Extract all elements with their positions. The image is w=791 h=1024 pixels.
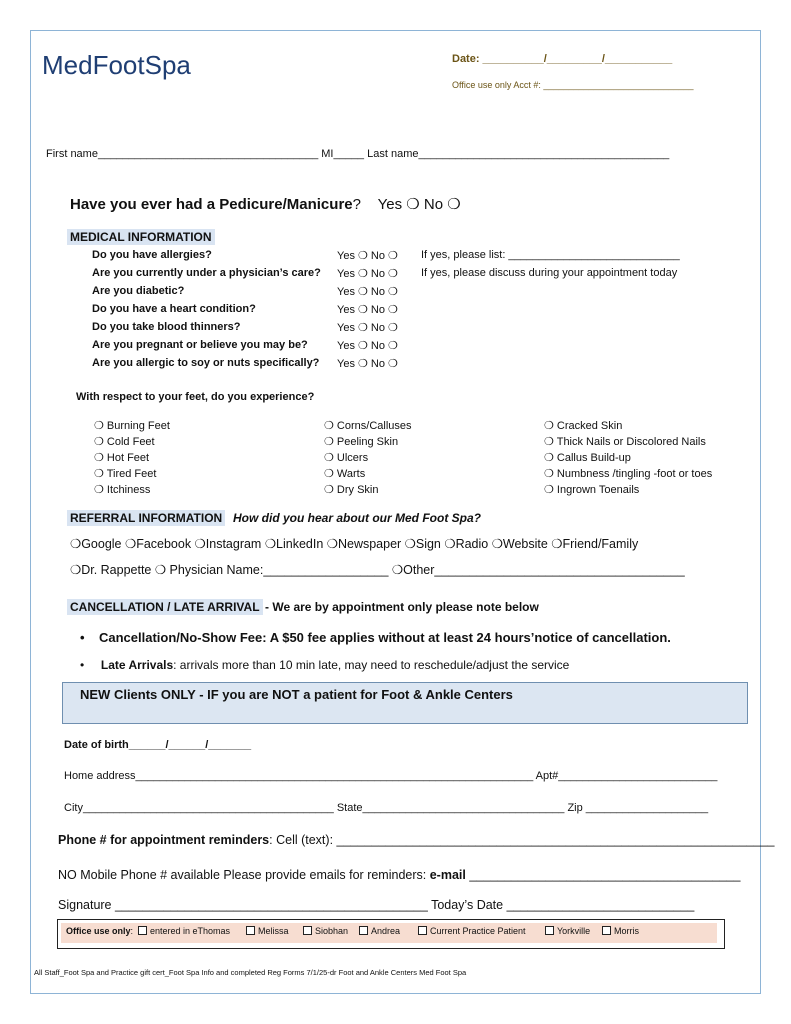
cancellation-fee-bullet: • Cancellation/No-Show Fee: A $50 fee applies without at least 24 hours’notice of cancellation.	[80, 630, 671, 645]
checkbox-icon[interactable]	[545, 926, 554, 935]
pedicure-options[interactable]: Yes ❍ No ❍	[377, 196, 461, 213]
medical-yes-no[interactable]: Yes ❍ No ❍	[337, 250, 398, 262]
medical-yes-no[interactable]: Yes ❍ No ❍	[337, 340, 398, 352]
medical-yes-no[interactable]: Yes ❍ No ❍	[337, 286, 398, 298]
office-acct-field[interactable]: Office use only Acct #: ______________________________	[452, 80, 694, 90]
medical-question: Are you currently under a physician’s care?	[92, 267, 321, 279]
referral-question: How did you hear about our Med Foot Spa?	[233, 511, 481, 525]
cancellation-fee-text: Cancellation/No-Show Fee: A $50 fee applies without at least 24 hours’notice of cancellation.	[99, 630, 671, 645]
checkbox-icon[interactable]	[246, 926, 255, 935]
feet-question: With respect to your feet, do you experience?	[76, 391, 315, 403]
cancellation-subtitle: - We are by appointment only please note below	[265, 600, 539, 614]
pedicure-question-text: Have you ever had a Pedicure/Manicure	[70, 196, 353, 213]
medical-question: Are you diabetic?	[92, 285, 185, 297]
phone-line[interactable]: : Cell (text): _______________________________________________________________	[269, 833, 775, 847]
office-use-colon: :	[130, 926, 134, 936]
medical-question: Are you allergic to soy or nuts specifically?	[92, 357, 320, 369]
feet-option[interactable]: ❍ Corns/Calluses	[324, 420, 412, 432]
city-state-zip-field[interactable]: City_________________________________________ State_________________________________ Zip ____________________	[64, 802, 709, 814]
office-check-label: Andrea	[371, 926, 401, 936]
phone-field[interactable]	[58, 833, 774, 847]
feet-option[interactable]: ❍ Callus Build-up	[544, 452, 631, 464]
feet-option[interactable]: ❍ Hot Feet	[94, 452, 150, 464]
office-check-label: Siobhan	[315, 926, 349, 936]
medical-question: Do you take blood thinners?	[92, 321, 241, 333]
signature-date-field[interactable]: Signature _____________________________________________ Today’s Date ___________________________	[58, 898, 695, 912]
medical-question: Do you have a heart condition?	[92, 303, 256, 315]
cancellation-header: CANCELLATION / LATE ARRIVAL	[67, 599, 263, 615]
feet-option[interactable]: ❍ Ingrown Toenails	[544, 484, 640, 496]
email-note: NO Mobile Phone # available Please provide emails for reminders:	[58, 868, 430, 882]
office-check-andrea[interactable]	[359, 926, 400, 936]
office-check-label: Melissa	[258, 926, 289, 936]
late-arrival-text: : arrivals more than 10 min late, may need to reschedule/adjust the service	[173, 658, 570, 672]
medical-note: If yes, please discuss during your appointment today	[421, 267, 678, 279]
feet-option[interactable]: ❍ Cold Feet	[94, 436, 155, 448]
feet-option[interactable]: ❍ Peeling Skin	[324, 436, 399, 448]
office-check-label: entered in eThomas	[150, 926, 231, 936]
feet-option[interactable]: ❍ Dry Skin	[324, 484, 379, 496]
email-line[interactable]: _______________________________________	[465, 868, 741, 882]
office-check-ethomas[interactable]	[138, 926, 230, 936]
feet-option[interactable]: ❍ Cracked Skin	[544, 420, 623, 432]
email-label: e-mail	[429, 868, 466, 882]
feet-option[interactable]: ❍ Tired Feet	[94, 468, 157, 480]
office-use-label-text: Office use only	[66, 926, 131, 936]
feet-option[interactable]: ❍ Warts	[324, 468, 366, 480]
office-check-label: Morris	[614, 926, 639, 936]
medical-yes-no[interactable]: Yes ❍ No ❍	[337, 358, 398, 370]
medical-question: Are you pregnant or believe you may be?	[92, 339, 308, 351]
name-fields[interactable]: First name____________________________________ MI_____ Last name_________________________________________	[46, 148, 670, 160]
checkbox-icon[interactable]	[138, 926, 147, 935]
feet-option[interactable]: ❍ Thick Nails or Discolored Nails	[544, 436, 706, 448]
feet-option[interactable]: ❍ Burning Feet	[94, 420, 170, 432]
medical-yes-no[interactable]: Yes ❍ No ❍	[337, 322, 398, 334]
phone-label: Phone # for appointment reminders	[58, 833, 270, 847]
medical-yes-no[interactable]: Yes ❍ No ❍	[337, 304, 398, 316]
checkbox-icon[interactable]	[359, 926, 368, 935]
referral-options-2[interactable]: ❍Dr. Rappette ❍ Physician Name:__________________ ❍Other____________________________________	[70, 563, 685, 577]
office-check-label: Yorkville	[557, 926, 591, 936]
office-check-siobhan[interactable]	[303, 926, 348, 936]
medical-header: MEDICAL INFORMATION	[67, 229, 215, 245]
feet-option[interactable]: ❍ Itchiness	[94, 484, 151, 496]
date-field[interactable]: Date: __________/_________/___________	[452, 53, 673, 65]
office-use-label	[66, 926, 133, 936]
referral-header: REFERRAL INFORMATION	[67, 510, 225, 526]
office-check-label: Current Practice Patient	[430, 926, 526, 936]
new-clients-title: NEW Clients ONLY - IF you are NOT a patient for Foot & Ankle Centers	[80, 687, 513, 702]
medical-note[interactable]: If yes, please list: ____________________________	[421, 249, 680, 261]
office-check-melissa[interactable]	[246, 926, 289, 936]
dob-field[interactable]: Date of birth______/______/_______	[64, 739, 252, 751]
checkbox-icon[interactable]	[602, 926, 611, 935]
logo: MedFootSpa	[42, 50, 191, 80]
footer-text: All Staff_Foot Spa and Practice gift cert_Foot Spa Info and completed Reg Forms 7/1/25-dr Foot and Ankle Centers Med Foot Spa	[34, 968, 467, 977]
referral-options[interactable]: ❍Google ❍Facebook ❍Instagram ❍LinkedIn ❍Newspaper ❍Sign ❍Radio ❍Website ❍Friend/Family	[70, 537, 639, 551]
late-arrival-label: Late Arrivals	[100, 658, 174, 672]
office-check-current-patient[interactable]	[418, 926, 526, 936]
office-check-yorkville[interactable]	[545, 926, 590, 936]
feet-option[interactable]: ❍ Ulcers	[324, 452, 369, 464]
medical-question: Do you have allergies?	[92, 249, 212, 261]
home-address-field[interactable]: Home address_________________________________________________________________ Apt#__________________________	[64, 770, 718, 782]
office-check-morris[interactable]	[602, 926, 639, 936]
medical-yes-no[interactable]: Yes ❍ No ❍	[337, 268, 398, 280]
feet-option[interactable]: ❍ Numbness /tingling -foot or toes	[544, 468, 713, 480]
email-field[interactable]	[58, 868, 740, 882]
pedicure-qmark: ?	[352, 196, 361, 213]
checkbox-icon[interactable]	[303, 926, 312, 935]
pedicure-question[interactable]	[70, 195, 461, 213]
late-arrival-bullet: • Late Arrivals: arrivals more than 10 min late, may need to reschedule/adjust the service	[80, 658, 570, 672]
checkbox-icon[interactable]	[418, 926, 427, 935]
